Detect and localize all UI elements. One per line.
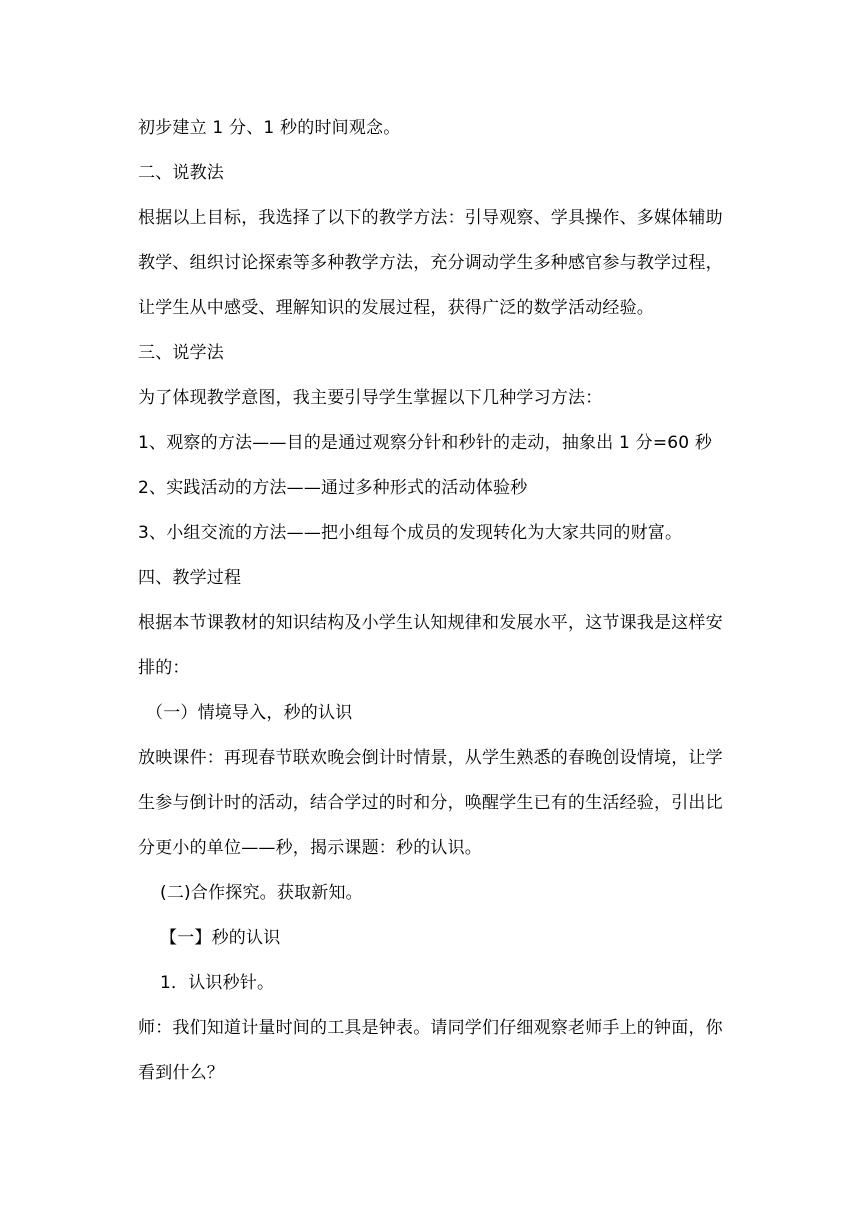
paragraph-line: 根据本节课教材的知识结构及小学生认知规律和发展水平，这节课我是这样安 — [138, 613, 723, 633]
subsection-heading: 【一】秒的认识 — [160, 928, 281, 948]
subsection-heading: (二)合作探究。获取新知。 — [160, 883, 363, 903]
section-heading: 二、说教法 — [138, 163, 224, 183]
paragraph-line: 生参与倒计时的活动，结合学过的时和分，唤醒学生已有的生活经验，引出比 — [138, 793, 723, 813]
paragraph-line: 排的： — [138, 658, 190, 678]
paragraph-line: 让学生从中感受、理解知识的发展过程，获得广泛的数学活动经验。 — [138, 298, 654, 318]
list-item: 1．认识秒针。 — [160, 973, 275, 993]
paragraph-line: 看到什么？ — [138, 1063, 224, 1083]
paragraph-line: 初步建立 1 分、1 秒的时间观念。 — [138, 118, 401, 138]
list-item: 3、小组交流的方法——把小组每个成员的发现转化为大家共同的财富。 — [138, 523, 683, 543]
list-item: 1、观察的方法——目的是通过观察分针和秒针的走动，抽象出 1 分=60 秒 — [138, 433, 713, 453]
list-item: 2、实践活动的方法——通过多种形式的活动体验秒 — [138, 478, 528, 498]
paragraph-line: 教学、组织讨论探索等多种教学方法，充分调动学生多种感官参与教学过程， — [138, 253, 723, 273]
subsection-heading: （一）情境导入，秒的认识 — [146, 703, 353, 723]
paragraph-line: 放映课件：再现春节联欢晚会倒计时情景，从学生熟悉的春晚创设情境，让学 — [138, 748, 723, 768]
paragraph-line: 分更小的单位——秒，揭示课题：秒的认识。 — [138, 838, 482, 858]
paragraph-line: 根据以上目标，我选择了以下的教学方法：引导观察、学具操作、多媒体辅助 — [138, 208, 723, 228]
paragraph-line: 为了体现教学意图，我主要引导学生掌握以下几种学习方法： — [138, 388, 603, 408]
section-heading: 四、教学过程 — [138, 568, 242, 588]
section-heading: 三、说学法 — [138, 343, 224, 363]
paragraph-line: 师：我们知道计量时间的工具是钟表。请同学们仔细观察老师手上的钟面，你 — [138, 1018, 723, 1038]
